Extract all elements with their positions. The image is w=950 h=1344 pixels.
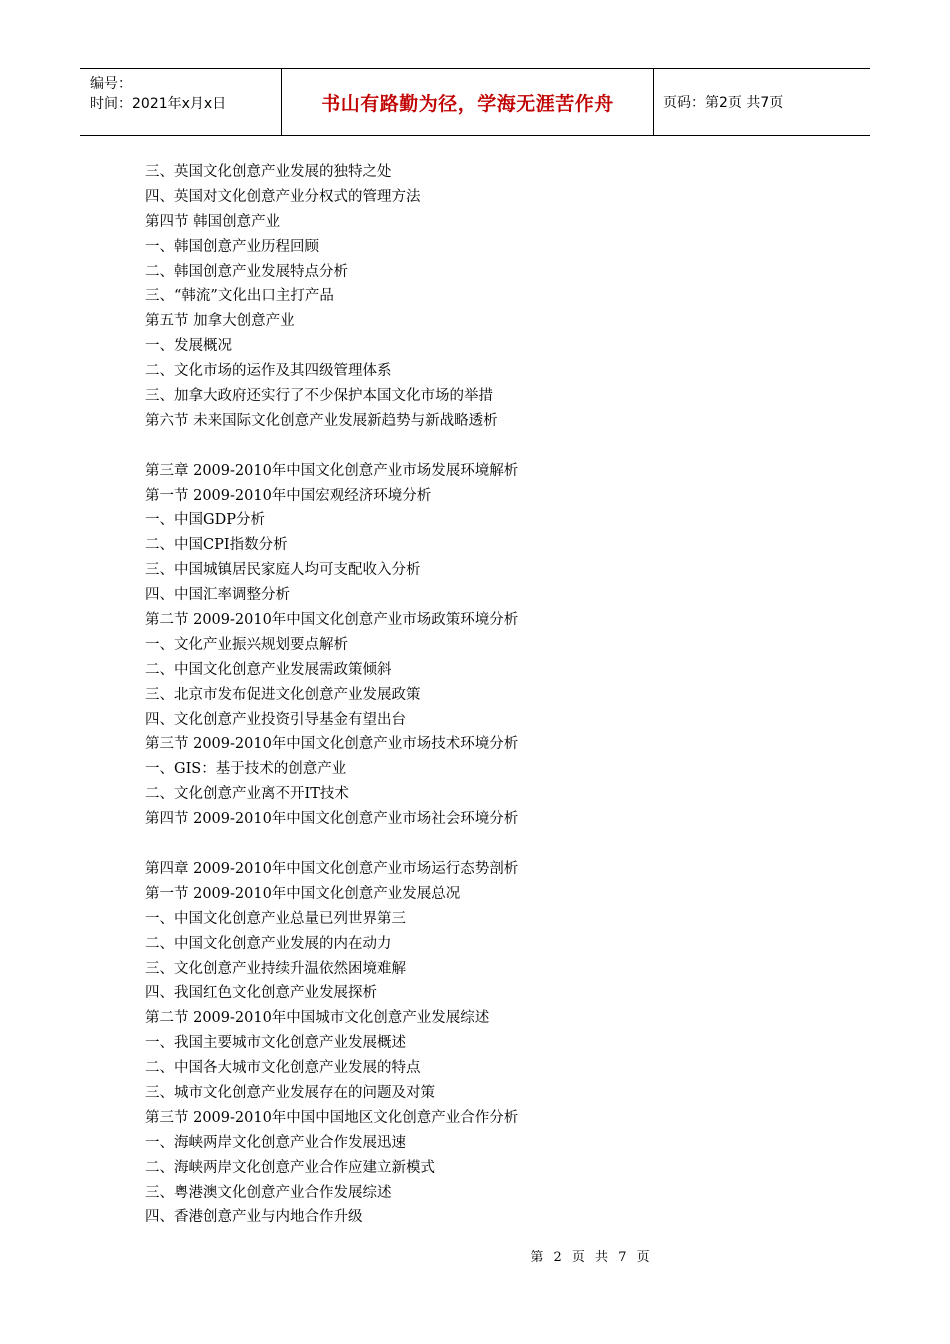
toc-line: 三、文化创意产业持续升温依然困境难解 [145, 960, 406, 977]
toc-line: 第四章 2009-2010年中国文化创意产业市场运行态势剖析 [145, 860, 519, 877]
toc-line: 四、文化创意产业投资引导基金有望出台 [145, 711, 406, 728]
toc-line: 二、文化市场的运作及其四级管理体系 [145, 363, 392, 380]
toc-line: 第四节 2009-2010年中国文化创意产业市场社会环境分析 [145, 811, 519, 828]
toc-line: 一、我国主要城市文化创意产业发展概述 [145, 1035, 406, 1052]
section-spacer [145, 434, 845, 459]
toc-line: 第二节 2009-2010年中国文化创意产业市场政策环境分析 [145, 612, 519, 629]
header-page-info: 页码：第2页 共7页 [663, 95, 784, 111]
toc-line: 第一节 2009-2010年中国宏观经济环境分析 [145, 487, 432, 504]
toc-line: 四、英国对文化创意产业分权式的管理方法 [145, 188, 421, 205]
toc-line: 第五节 加拿大创意产业 [145, 313, 295, 330]
toc-line: 三、粤港澳文化创意产业合作发展综述 [145, 1184, 392, 1201]
document-time-label: 时间：2021年x月x日 [90, 96, 227, 112]
toc-line: 第二节 2009-2010年中国城市文化创意产业发展综述 [145, 1010, 490, 1027]
toc-line: 一、中国文化创意产业总量已列世界第三 [145, 910, 406, 927]
toc-line: 第三章 2009-2010年中国文化创意产业市场发展环境解析 [145, 462, 519, 479]
toc-line: 第四节 韩国创意产业 [145, 213, 281, 230]
toc-line: 第一节 2009-2010年中国文化创意产业发展总况 [145, 885, 461, 902]
toc-line: 三、城市文化创意产业发展存在的问题及对策 [145, 1084, 435, 1101]
toc-line: 四、我国红色文化创意产业发展探析 [145, 985, 377, 1002]
toc-line: 一、海峡两岸文化创意产业合作发展迅速 [145, 1134, 406, 1151]
toc-line: 二、中国CPI指数分析 [145, 537, 288, 554]
toc-line: 一、文化产业振兴规划要点解析 [145, 636, 348, 653]
header-motto: 书山有路勤为径，学海无涯苦作舟 [282, 69, 654, 135]
toc-line: 第六节 未来国际文化创意产业发展新趋势与新战略透析 [145, 412, 498, 429]
table-of-contents [145, 160, 845, 1230]
page-header [80, 68, 870, 136]
toc-line: 第三节 2009-2010年中国中国地区文化创意产业合作分析 [145, 1109, 519, 1126]
toc-line: 一、GIS：基于技术的创意产业 [145, 761, 347, 778]
toc-line: 第三节 2009-2010年中国文化创意产业市场技术环境分析 [145, 736, 519, 753]
toc-line: 二、韩国创意产业发展特点分析 [145, 263, 348, 280]
toc-line: 二、中国文化创意产业发展需政策倾斜 [145, 661, 392, 678]
toc-line: 二、中国文化创意产业发展的内在动力 [145, 935, 392, 952]
section-spacer [145, 832, 845, 857]
toc-line: 三、加拿大政府还实行了不少保护本国文化市场的举措 [145, 388, 493, 405]
toc-line: 三、中国城镇居民家庭人均可支配收入分析 [145, 562, 421, 579]
toc-line: 二、海峡两岸文化创意产业合作应建立新模式 [145, 1159, 435, 1176]
toc-line: 一、韩国创意产业历程回顾 [145, 238, 319, 255]
toc-line: 三、“韩流”文化出口主打产品 [145, 288, 334, 305]
page-footer: 第 2 页 共 7 页 [530, 1250, 653, 1265]
header-meta [80, 69, 282, 135]
document-number-label: 编号： [90, 76, 132, 92]
toc-line: 二、中国各大城市文化创意产业发展的特点 [145, 1060, 421, 1077]
toc-line: 四、香港创意产业与内地合作升级 [145, 1209, 363, 1226]
toc-line: 二、文化创意产业离不开IT技术 [145, 786, 349, 803]
toc-line: 三、北京市发布促进文化创意产业发展政策 [145, 686, 421, 703]
toc-line: 四、中国汇率调整分析 [145, 587, 290, 604]
toc-line: 一、中国GDP分析 [145, 512, 265, 529]
toc-line: 一、发展概况 [145, 338, 232, 355]
toc-line: 三、英国文化创意产业发展的独特之处 [145, 164, 392, 180]
